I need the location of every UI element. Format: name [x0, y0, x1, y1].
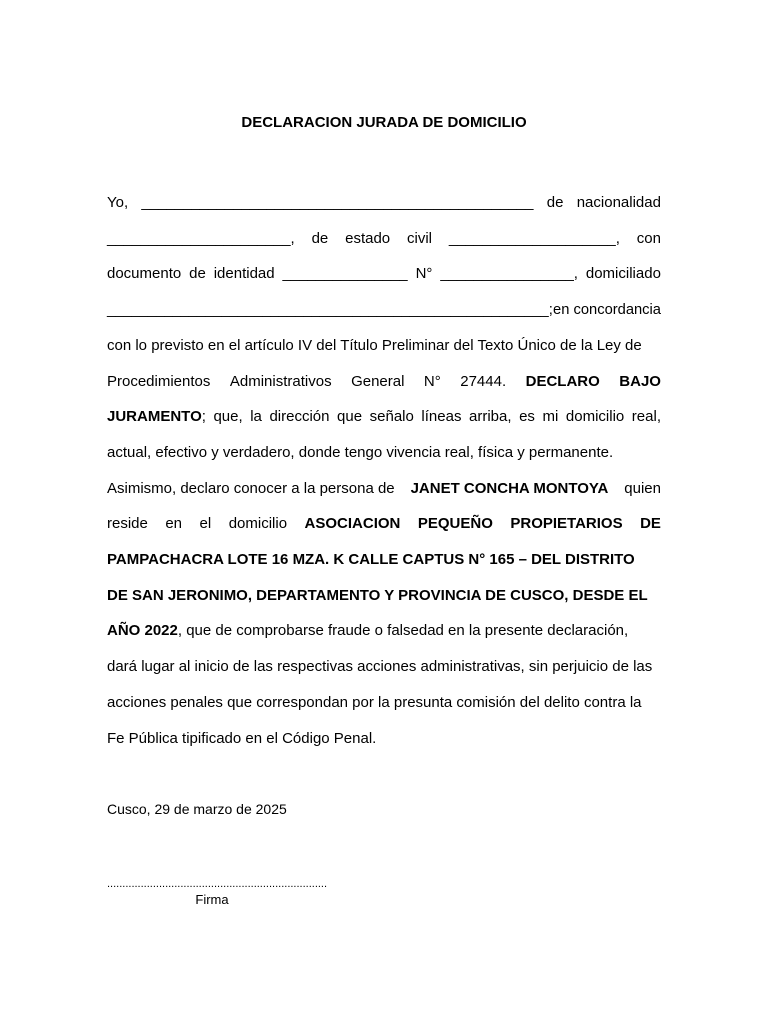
bold-segment: DE [640, 515, 661, 532]
body-line-1 [107, 194, 661, 212]
text-segment: dará lugar al inicio de las respectivas acciones administrativas, sin perjuicio de las [107, 658, 653, 675]
name-blank: _______________________________________________ [141, 194, 534, 211]
text-segment: Procedimientos [107, 373, 211, 390]
civil-status-blank: ____________________, [448, 230, 620, 247]
text-segment: de [311, 230, 329, 247]
body-line-5 [107, 337, 661, 355]
body-line-11 [107, 551, 661, 569]
body-line-6 [107, 373, 661, 391]
text-segment: N° [415, 265, 433, 282]
text-segment: estado [345, 230, 391, 247]
person-name: JANET CONCHA MONTOYA [410, 480, 609, 497]
bold-segment: JURAMENTO [107, 408, 202, 425]
bold-segment: ASOCIACION [304, 515, 401, 532]
bold-segment: BAJO [619, 373, 661, 390]
body-line-14 [107, 658, 661, 676]
signature-line: ........................................................................ [107, 878, 328, 890]
body-line-2 [107, 230, 661, 248]
text-segment: civil [407, 230, 433, 247]
text-segment: quien [620, 480, 661, 497]
text-segment: documento [107, 265, 182, 282]
body-line-9 [107, 480, 661, 498]
text-segment: reside [107, 515, 148, 532]
body-line-15 [107, 694, 661, 712]
text-segment: con lo previsto en el artículo IV del Título Preliminar del Texto Único de la Ley de [107, 337, 642, 354]
document-date: Cusco, 29 de marzo de 2025 [107, 801, 287, 817]
text-segment: 27444. [460, 373, 507, 390]
text-segment: nacionalidad [576, 194, 661, 211]
body-line-4 [107, 301, 661, 319]
body-line-16 [107, 730, 661, 748]
text-segment: Administrativos [229, 373, 332, 390]
text-segment: identidad [213, 265, 275, 282]
body-line-10 [107, 515, 661, 533]
text-segment: en concordancia [553, 301, 661, 318]
body-line-8 [107, 444, 661, 462]
body-line-7 [107, 408, 661, 426]
document-title: DECLARACION JURADA DE DOMICILIO [241, 114, 527, 131]
text-segment: acciones penales que correspondan por la presunta comisión del delito contra la [107, 694, 642, 711]
body-line-13 [107, 622, 661, 640]
text-segment: en [165, 515, 183, 532]
text-segment: , que de comprobarse fraude o falsedad en la presente declaración, [177, 622, 629, 639]
address-blank: ______________________________________________________; [107, 301, 553, 318]
signature-label: Firma [195, 892, 229, 907]
text-segment: el [199, 515, 212, 532]
body-line-12 [107, 587, 661, 605]
text-segment: Asimismo, declaro conocer a la persona de [107, 480, 399, 497]
bold-segment: PEQUEÑO [417, 515, 493, 532]
bold-segment: PROPIETARIOS [510, 515, 623, 532]
bold-segment: DECLARO [525, 373, 600, 390]
text-segment: domicilio [228, 515, 288, 532]
text-segment: Yo, [107, 194, 129, 211]
text-segment: con [636, 230, 661, 247]
text-segment: General [351, 373, 405, 390]
bold-segment: AÑO 2022 [107, 622, 178, 639]
bold-segment: DE SAN JERONIMO, DEPARTAMENTO Y PROVINCIA DE CUSCO, DESDE EL [107, 587, 648, 604]
text-segment: ; que, la dirección que señalo líneas arriba, es mi domicilio real, [201, 408, 661, 425]
nationality-blank: ______________________, [107, 230, 295, 247]
body-line-3 [107, 265, 661, 283]
text-segment: Fe Pública tipificado en el Código Penal. [107, 730, 377, 747]
text-segment: de [546, 194, 564, 211]
text-segment: de [189, 265, 206, 282]
text-segment: N° [423, 373, 441, 390]
bold-segment: PAMPACHACRA LOTE 16 MZA. K CALLE CAPTUS N° 165 – DEL DISTRITO [107, 551, 635, 568]
text-segment: actual, efectivo y verdadero, donde tengo vivencia real, física y permanente. [107, 444, 614, 461]
id-type-blank: _______________ [282, 265, 408, 282]
text-segment: domiciliado [585, 265, 661, 282]
id-number-blank: ________________, [440, 265, 578, 282]
